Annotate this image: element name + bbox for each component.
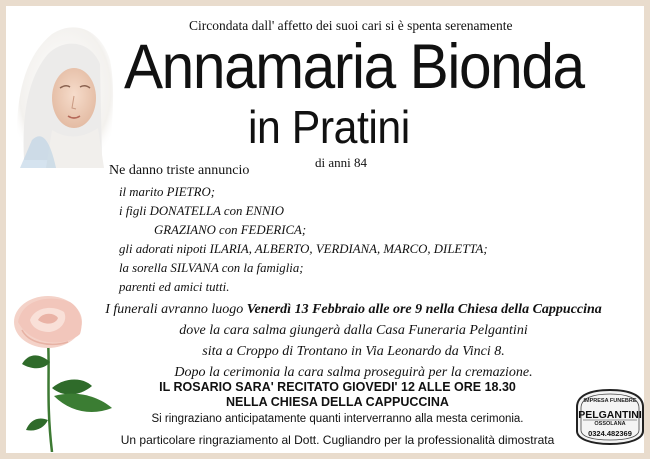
family-line: il marito PIETRO;	[119, 185, 215, 199]
family-line: parenti ed amici tutti.	[119, 280, 230, 294]
funeral-line-1: I funerali avranno luogo Venerdì 13 Febbraio alle ore 9 nella Chiesa della Cappuccina	[105, 302, 602, 317]
funeral-date-location: Venerdì 13 Febbraio alle ore 9 nella Chiesa della Cappuccina	[246, 302, 602, 317]
age-text: di anni 84	[315, 155, 367, 170]
funeral-line-4: Dopo la cerimonia la cara salma proseguirà per la cremazione.	[174, 365, 533, 380]
intro-text: Circondata dall' affetto dei suoi cari si è spenta serenamente	[189, 18, 513, 33]
deceased-name: Annamaria Bionda	[124, 32, 584, 102]
family-line: la sorella SILVANA con la famiglia;	[119, 261, 304, 275]
family-line: GRAZIANO con FEDERICA;	[154, 223, 307, 237]
announcement-text: Ne danno triste annuncio	[109, 163, 250, 178]
funeral-line-3: sita a Croppo di Trontano in Via Leonardo da Vinci 8.	[202, 344, 505, 359]
madonna-image	[12, 20, 116, 168]
rosary-line-2: NELLA CHIESA DELLA CAPPUCCINA	[226, 395, 449, 409]
funeral-line-2: dove la cara salma giungerà dalla Casa Funeraria Pelgantini	[179, 323, 528, 338]
funeral-home-stamp: IMPRESA FUNEBRE PELGANTINI OSSOLANA 0324.482369	[573, 387, 647, 447]
family-line: i figli DONATELLA con ENNIO	[119, 204, 284, 218]
family-line: gli adorati nipoti ILARIA, ALBERTO, VERDIANA, MARCO, DILETTA;	[119, 242, 488, 256]
rosary-line-1: IL ROSARIO SARA' RECITATO GIOVEDI' 12 ALLE ORE 18.30	[159, 380, 516, 394]
married-name: in Pratini	[248, 101, 410, 153]
thanks-line-2: Un particolare ringraziamento al Dott. Cugliandro per la professionalità dimostrata	[120, 433, 555, 447]
thanks-line-1: Si ringraziano anticipatamente quanti interverranno alla mesta cerimonia.	[151, 413, 524, 425]
